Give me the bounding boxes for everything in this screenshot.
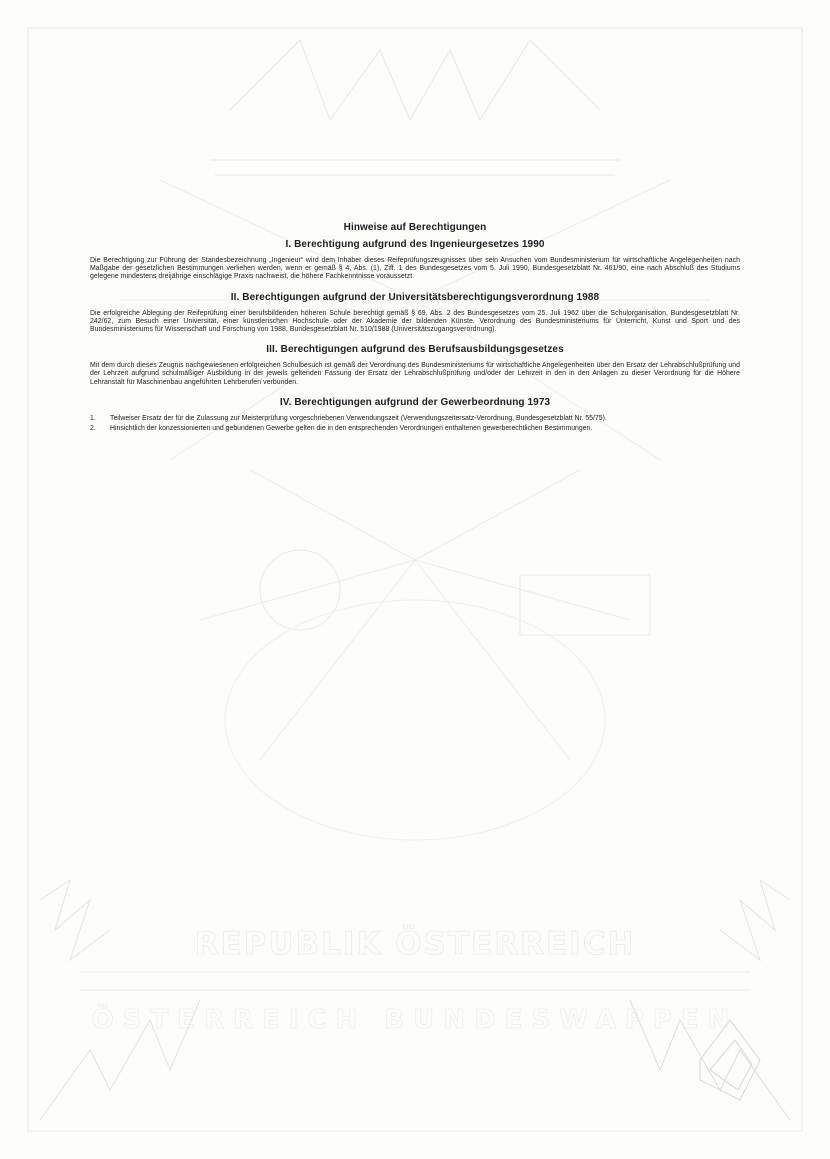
section-heading-trade-regulation: IV. Berechtigungen aufgrund der Gewerbeordnung 1973: [279, 396, 551, 408]
trade-regulation-list: [90, 415, 740, 433]
page-title: Hinweise auf Berechtigungen: [343, 222, 487, 233]
section-text-vocational-training: Mit dem durch dieses Zeugnis nachgewiesenen erfolgreichen Schulbesuch ist gemäß der Verordnung des Bundesministeriums für wirtschaftliche Angelegenheiten über den Ersatz der Lehrabschlußprüfung und der Lehrzeit aufgrund schulmäßiger Ausbildung in der jeweils geltenden Fassung der Ersatz der Lehrabschlußprüfung und/oder der Lehrzeit in den in den Anlagen zu dieser Verordnung für die Höhere Lehranstalt für Maschinenbau angeführten Lehrberufen verbunden.: [90, 362, 740, 386]
watermark-coat-of-arms-text: ÖSTERREICH BUNDESWAPPEN: [91, 1005, 739, 1035]
section-text-university-access: Die erfolgreiche Ablegung der Reifeprüfung einer berufsbildenden höheren Schule berechtigt gemäß § 69, Abs. 2 des Bundesgesetzes vom 25. Juli 1962 über die Schulorganisation, Bundesgesetzblatt Nr. 242/62, zum Besuch einer Universität, einer künstlerischen Hochschule oder der Akademie der bildenden Künste. Verordnung des Bundesministeriums für Unterricht, Kunst und Sport und des Bundesministeriums für Wissenschaft und Forschung von 1988, Bundesgesetzblatt Nr. 510/1988 (Universitätszugangsverordnung).: [90, 309, 740, 334]
watermark-republic-text: REPUBLIK ÖSTERREICH: [194, 926, 636, 962]
list-item-number: 1.: [90, 414, 96, 422]
list-item: [90, 415, 740, 423]
section-heading-engineering-law: I. Berechtigung aufgrund des Ingenieurgesetzes 1990: [285, 239, 545, 250]
section-text-engineering-law: Die Berechtigung zur Führung der Standesbezeichnung „Ingenieur“ wird dem Inhaber dieses Reifeprüfungszeugnisses über sein Ansuchen vom Bundesministerium für wirtschaftliche Angelegenheiten nach Maßgabe der gesetzlichen Bestimmungen verliehen werden, wenn er gemäß § 4, Abs. (1), Ziff. 1 des Bundesgesetzes vom 5. Juli 1990, Bundesgesetzblatt Nr. 461/90, eine nach Abschluß des Studiums gelegene mindestens dreijährige einschlägige Praxis nachweist, die höhere Fachkenntnisse voraussetzt.: [90, 257, 740, 281]
list-item-text: Teilweiser Ersatz der für die Zulassung zur Meisterprüfung vorgeschriebenen Verwendungszeit (Verwendungszeitersatz-Verordnung, Bundesgesetzblatt Nr. 55/75).: [110, 414, 607, 422]
list-item-number: 2.: [90, 425, 96, 433]
entitlements-notice: [90, 222, 740, 435]
list-item-text: Hinsichtlich der konzessionierten und gebundenen Gewerbe gelten die in den entsprechenden Verordnungen enthaltenen gewerberechtlichen Bestimmungen.: [110, 425, 593, 433]
list-item: [90, 425, 740, 433]
section-heading-vocational-training: III. Berechtigungen aufgrund des Berufsausbildungsgesetzes: [266, 344, 564, 356]
section-heading-university-access: II. Berechtigungen aufgrund der Universitätsberechtigungsverordnung 1988: [230, 291, 600, 303]
